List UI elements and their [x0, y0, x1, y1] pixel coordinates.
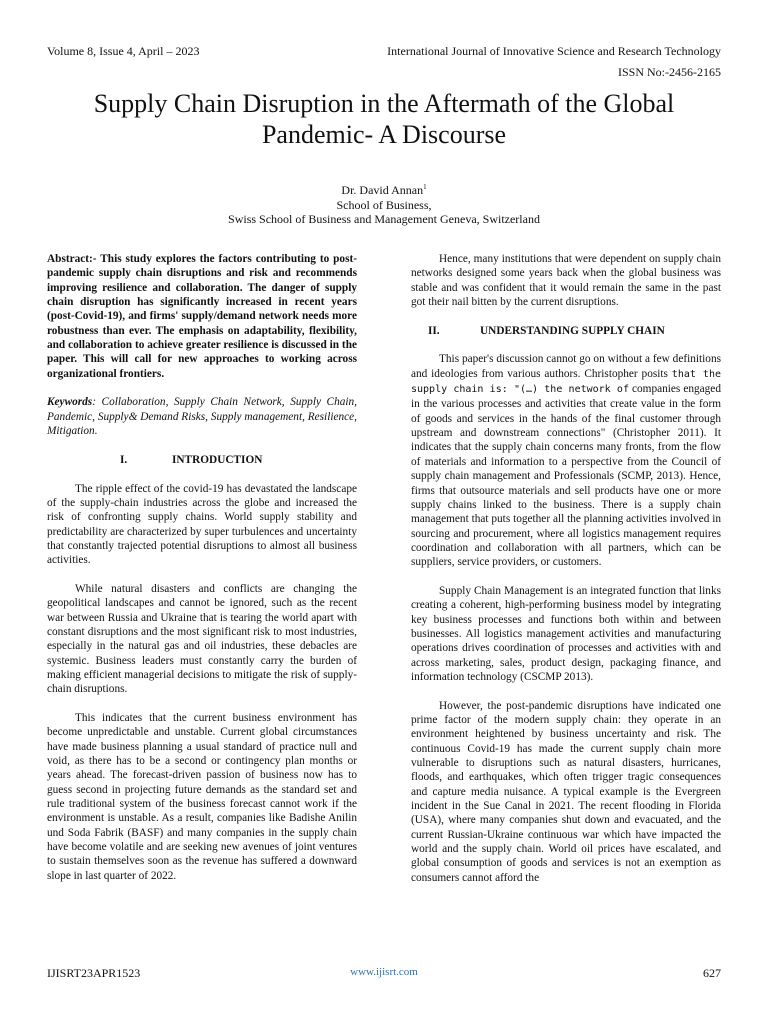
- paper-title: Supply Chain Disruption in the Aftermath of the Global Pandemic- A Discourse: [93, 89, 675, 149]
- left-column: [47, 252, 357, 897]
- section-heading-introduction: [47, 453, 357, 467]
- author-name: Dr. David Annan: [341, 183, 424, 197]
- intro-paragraph: While natural disasters and conflicts are changing the geopolitical landscapes and cannot be ignored, such as the recent war between Russia and Ukraine that is tearing the world apart with constant disruptions and the most significant risk to most industries, especially in the natural gas and oil industries, these debacles are systemic. Business leaders must constantly carry the burden of making efficient managerial decisions to mitigate the risk of supply-chain disruptions.: [47, 582, 357, 696]
- author-department: School of Business,: [336, 197, 432, 212]
- author-affiliation: Swiss School of Business and Management Geneva, Switzerland: [228, 212, 540, 226]
- intro-paragraph: The ripple effect of the covid-19 has devastated the landscape of the supply-chain industries across the globe and increased the risk of confronting supply chains. World supply stability and predictability are characterized by super turbulences and uncertainty that constantly trajected potential disruptions to almost all business activities.: [47, 482, 357, 567]
- issn-number: ISSN No:-2456-2165: [617, 65, 721, 79]
- quoted-definition: that the supply chain is: "(…) the network of: [411, 368, 721, 396]
- supply-chain-definition-paragraph: [411, 352, 721, 569]
- post-pandemic-paragraph: However, the post-pandemic disruptions have indicated one prime factor of the modern supply chain: they operate in an environment heightened by business uncertainty and risk. The continuous Covid-19 has made the current supply chain more vulnerable to disruptions such as natural disasters, hurricanes, floods, and earthquakes, which often trigger tragic consequences and capture media nuisance. A typical example is the Evergreen incident in the Sue Canal in 2021. The recent flooding in Florida (USA), where many companies shut down and evacuated, and the current Russian-Ukraine continuous war which have impacted the world and the supply chain. World oil prices have escalated, and global consumption of goods and services is not an exemption as consumers cannot afford the: [411, 699, 721, 884]
- abstract: Abstract:- This study explores the factors contributing to post-pandemic supply chain disruptions and risk and recommends improving resilience and collaboration. The danger of supply chain disruption has significantly increased in recent years (post-Covid-19), and firms' supply/demand network needs more robustness than ever. The emphasis on adaptability, flexibility, and collaboration to achieve greater resilience is discussed in the paper. This will call for new approaches to working across organizational frontiers.: [47, 253, 357, 380]
- section-title: INTRODUCTION: [172, 453, 263, 466]
- footer-website-link[interactable]: www.ijisrt.com: [350, 966, 418, 978]
- footer-paper-code: IJISRT23APR1523: [47, 966, 141, 980]
- keywords-label: Keywords: [47, 396, 93, 409]
- section-title: UNDERSTANDING SUPPLY CHAIN: [480, 324, 665, 337]
- author-superscript: 1: [423, 183, 427, 191]
- right-column: [411, 252, 721, 899]
- keywords: [47, 395, 357, 438]
- section-number: II.: [428, 324, 440, 337]
- running-header-volume: Volume 8, Issue 4, April – 2023: [47, 44, 200, 58]
- running-header-journal: International Journal of Innovative Science and Research Technology: [387, 44, 721, 58]
- paragraph-text-start: This paper's discussion cannot go on without a few definitions and ideologies from various authors. Christopher posits: [411, 353, 721, 380]
- scm-paragraph: Supply Chain Management is an integrated function that links creating a coherent, high-performing business model by integrating key business processes and functions both within and between businesses. All logistics management activities and manufacturing operations drives coordination of processes and activities with and across marketing, sales, product design, packaging finance, and information technology (CSCMP 2013).: [411, 584, 721, 683]
- author-block: [0, 180, 768, 227]
- page-number: 627: [703, 966, 721, 980]
- author-name-line: [0, 180, 768, 198]
- keywords-text: : Collaboration, Supply Chain Network, Supply Chain, Pandemic, Supply& Demand Risks, Supply management, Resilience, Mitigation.: [47, 396, 357, 438]
- intro-paragraph: This indicates that the current business environment has become unpredictable and unstable. Current global circumstances have made business planning a usual standard of practice null and void, as there has to be a second or contingency plan months or years ahead. The forecast-driven passion of business now has to guess second in projecting future demands as the standard set and rule traditional system of the business forecast cannot work if the environment is unstable. As a result, companies like Badishe Anilin und Soda Fabrik (BASF) and many companies in the supply chain have become volatile and are seeking new avenues of joint ventures to sustain themselves soon as the revenue has suffered a downward slope in last quarter of 2022.: [47, 712, 357, 882]
- section-number: I.: [120, 453, 128, 466]
- paragraph-text-end: companies engaged in the various processes and activities that create value in the form of goods and services in the hands of the final customer through upstream and downstream connections" (Christopher 2011). It indicates that the supply chain concerns many fronts, from the flow of materials and information to a perspective from the Council of supply chain management and Professionals (SCMP, 2013). Hence, firms that outsource materials and sell products have one or more supply chains linked to the business. There is a supply chain management that puts together all the planning activities involved in sourcing and procurement, where all logistics management requires coordination and collaboration with all partners, which can be suppliers, service providers, or customers.: [411, 383, 721, 569]
- intro-continuation-paragraph: Hence, many institutions that were dependent on supply chain networks designed some years back when the global business was stable and was confident that it would remain the same in the past got their nail bitten by the current disruptions.: [411, 253, 721, 309]
- section-heading-understanding-supply-chain: [411, 324, 721, 338]
